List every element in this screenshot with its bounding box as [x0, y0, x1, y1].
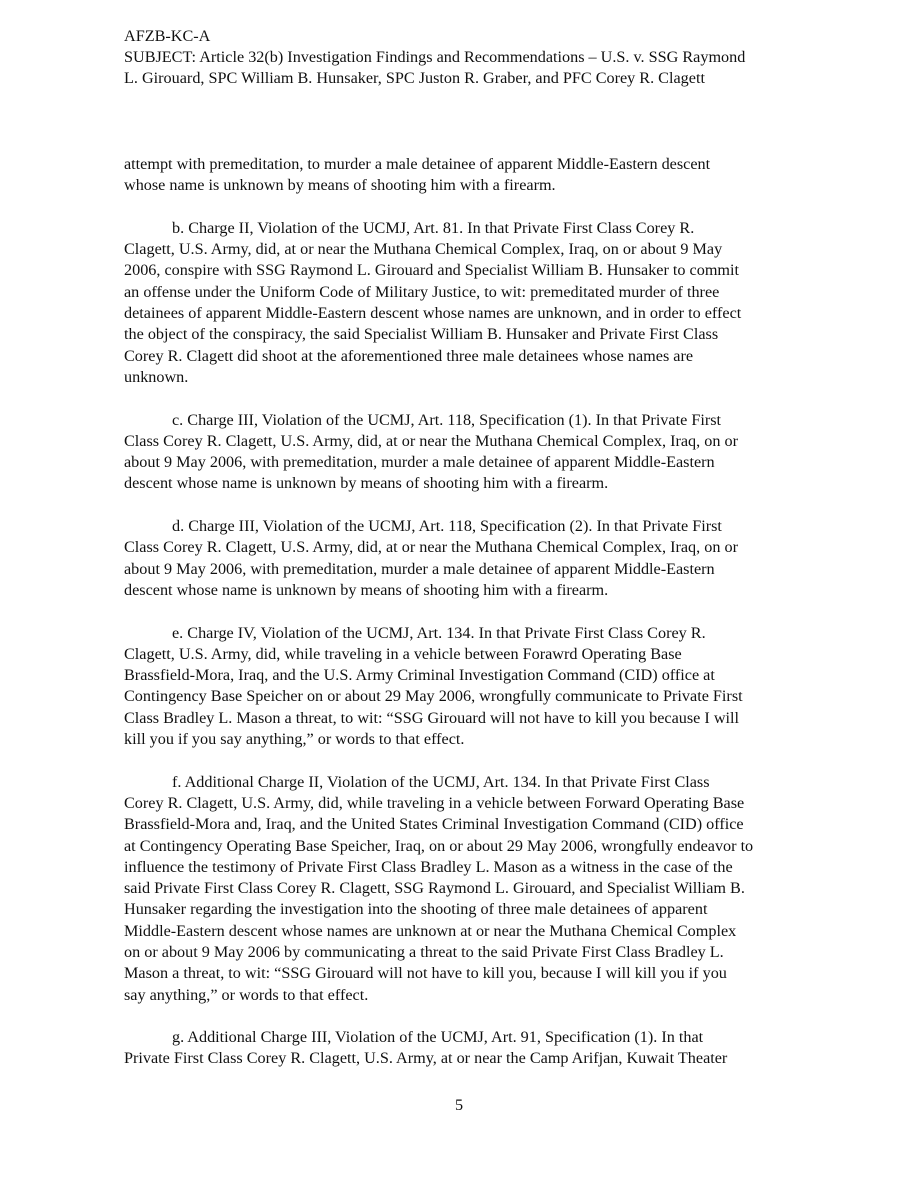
text-line: Clagett, U.S. Army, did, while traveling in a vehicle between Forawrd Operating Base — [124, 644, 682, 663]
text-line: e. Charge IV, Violation of the UCMJ, Art. 134. In that Private First Class Corey R. — [172, 623, 706, 642]
memo-header — [124, 26, 824, 89]
subject-line-2: L. Girouard, SPC William B. Hunsaker, SPC Juston R. Graber, and PFC Corey R. Clagett — [124, 69, 705, 87]
text-line: say anything,” or words to that effect. — [124, 985, 369, 1004]
text-line: Middle-Eastern descent whose names are unknown at or near the Muthana Chemical Complex — [124, 921, 737, 940]
text-line: influence the testimony of Private First Class Bradley L. Mason as a witness in the case of the — [124, 857, 733, 876]
text-line: Class Bradley L. Mason a threat, to wit: “SSG Girouard will not have to kill you because I will — [124, 708, 740, 727]
paragraph-b — [124, 218, 814, 388]
text-line: about 9 May 2006, with premeditation, murder a male detainee of apparent Middle-Eastern — [124, 453, 715, 472]
text-line: Class Corey R. Clagett, U.S. Army, did, at or near the Muthana Chemical Complex, Iraq, on or — [124, 538, 738, 557]
text-line: d. Charge III, Violation of the UCMJ, Art. 118, Specification (2). In that Private First — [172, 517, 722, 536]
text-line: f. Additional Charge II, Violation of the UCMJ, Art. 134. In that Private First Class — [172, 772, 710, 791]
text-line: Hunsaker regarding the investigation into the shooting of three male detainees of apparent — [124, 900, 708, 919]
text-line: Clagett, U.S. Army, did, at or near the Muthana Chemical Complex, Iraq, on or about 9 May — [124, 240, 723, 259]
text-line: c. Charge III, Violation of the UCMJ, Art. 118, Specification (1). In that Private First — [172, 410, 722, 429]
text-line: detainees of apparent Middle-Eastern descent whose names are unknown, and in order to effect — [124, 304, 742, 323]
paragraph-f — [124, 772, 814, 1006]
text-line: descent whose name is unknown by means of shooting him with a firearm. — [124, 580, 609, 599]
text-line: g. Additional Charge III, Violation of the UCMJ, Art. 91, Specification (1). In that — [172, 1028, 704, 1047]
text-line: about 9 May 2006, with premeditation, murder a male detainee of apparent Middle-Eastern — [124, 559, 715, 578]
paragraph-e — [124, 623, 814, 751]
paragraph-c — [124, 410, 814, 495]
subject-line-1: SUBJECT: Article 32(b) Investigation Findings and Recommendations – U.S. v. SSG Raymond — [124, 48, 746, 66]
text-line: b. Charge II, Violation of the UCMJ, Art. 81. In that Private First Class Corey R. — [172, 218, 695, 237]
text-line: Brassfield-Mora, Iraq, and the U.S. Army Criminal Investigation Command (CID) office at — [124, 666, 715, 685]
text-line: Brassfield-Mora and, Iraq, and the United States Criminal Investigation Command (CID) office — [124, 815, 744, 834]
memo-body — [124, 154, 814, 1091]
text-line: an offense under the Uniform Code of Military Justice, to wit: premeditated murder of three — [124, 282, 720, 301]
text-line: 2006, conspire with SSG Raymond L. Girouard and Specialist William B. Hunsaker to commit — [124, 261, 739, 280]
text-line: Mason a threat, to wit: “SSG Girouard will not have to kill you, because I will kill you if you — [124, 964, 727, 983]
text-line: kill you if you say anything,” or words to that effect. — [124, 730, 465, 749]
text-line: whose name is unknown by means of shooting him with a firearm. — [124, 176, 556, 195]
page-number: 5 — [454, 1096, 464, 1114]
text-line: unknown. — [124, 367, 189, 386]
text-line: Corey R. Clagett, U.S. Army, did, while traveling in a vehicle between Forward Operating Base — [124, 793, 745, 812]
text-line: Corey R. Clagett did shoot at the aforementioned three male detainees whose names are — [124, 346, 694, 365]
office-symbol: AFZB-KC-A — [124, 27, 211, 45]
text-line: at Contingency Operating Base Speicher, Iraq, on or about 29 May 2006, wrongfully endeavor to — [124, 836, 754, 855]
text-line: said Private First Class Corey R. Clagett, SSG Raymond L. Girouard, and Specialist William B. — [124, 879, 745, 898]
text-line: on or about 9 May 2006 by communicating a threat to the said Private First Class Bradley L. — [124, 942, 724, 961]
text-line: descent whose name is unknown by means of shooting him with a firearm. — [124, 474, 609, 493]
paragraph-g — [124, 1027, 814, 1070]
text-line: attempt with premeditation, to murder a male detainee of apparent Middle-Eastern descent — [124, 155, 711, 173]
text-line: Contingency Base Speicher on or about 29 May 2006, wrongfully communicate to Private First — [124, 687, 743, 706]
text-line: Class Corey R. Clagett, U.S. Army, did, at or near the Muthana Chemical Complex, Iraq, on or — [124, 431, 738, 450]
text-line: the object of the conspiracy, the said Specialist William B. Hunsaker and Private First Class — [124, 325, 719, 344]
paragraph-d — [124, 516, 814, 601]
paragraph-continuation — [124, 154, 814, 197]
text-line: Private First Class Corey R. Clagett, U.S. Army, at or near the Camp Arifjan, Kuwait Theater — [124, 1049, 728, 1068]
